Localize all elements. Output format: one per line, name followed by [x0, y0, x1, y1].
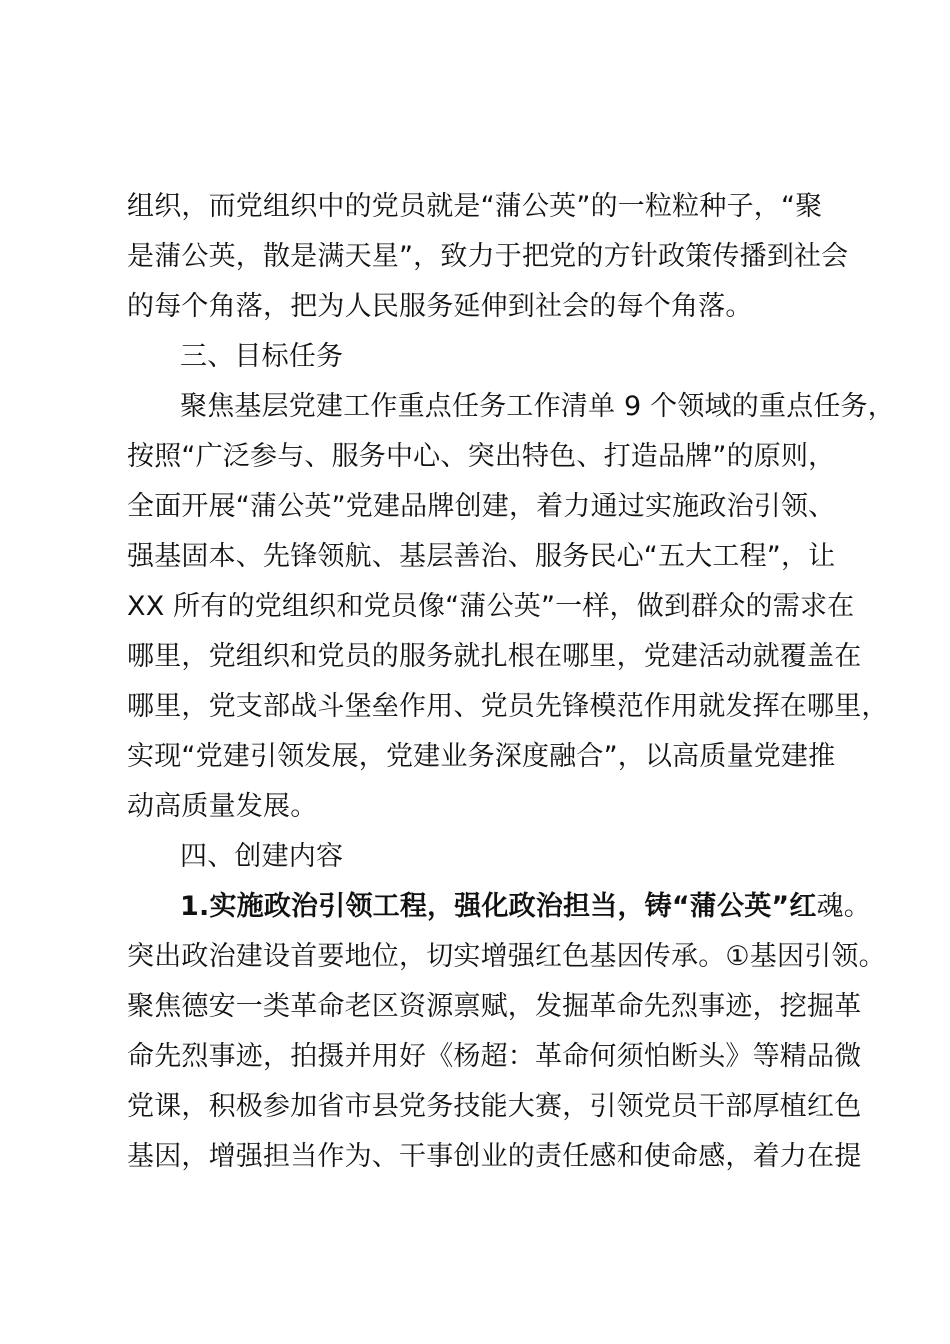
section-heading: 四、创建内容	[180, 841, 344, 872]
paragraph-line: 聚焦德安一类革命老区资源禀赋，发掘革命先烈事迹，挖掘革	[127, 991, 862, 1022]
subheading-bold-text: 1.实施政治引领工程，强化政治担当，铸“蒲公英”红	[180, 891, 817, 922]
paragraph-line: 聚焦基层党建工作重点任务工作清单 9 个领域的重点任务，	[180, 391, 895, 422]
paragraph-line: 党课，积极参加省市县党务技能大赛，引领党员干部厚植红色	[127, 1091, 862, 1122]
paragraph-line: 的每个角落，把为人民服务延伸到社会的每个角落。	[127, 291, 753, 322]
subheading-line	[180, 887, 870, 927]
paragraph-line: 强基固本、先锋领航、基层善治、服务民心“五大工程”，让	[127, 541, 836, 572]
paragraph-line: 按照“广泛参与、服务中心、突出特色、打造品牌”的原则，	[127, 441, 836, 472]
paragraph-line: 全面开展“蒲公英”党建品牌创建，着力通过实施政治引领、	[127, 491, 836, 522]
paragraph-line: 哪里，党支部战斗堡垒作用、党员先锋模范作用就发挥在哪里，	[127, 691, 889, 722]
paragraph-line: 哪里，党组织和党员的服务就扎根在哪里，党建活动就覆盖在	[127, 641, 862, 672]
paragraph-line: 动高质量发展。	[127, 791, 318, 822]
paragraph-line: 基因，增强担当作为、干事创业的责任感和使命感，着力在提	[127, 1141, 862, 1172]
paragraph-line: 组织，而党组织中的党员就是“蒲公英”的一粒粒种子，“聚	[127, 191, 823, 222]
paragraph-line: 命先烈事迹，拍摄并用好《杨超：革命何须怕断头》等精品微	[127, 1041, 862, 1072]
subheading-tail-text: 魂。	[816, 891, 871, 922]
paragraph-line: 实现“党建引领发展，党建业务深度融合”，以高质量党建推	[127, 741, 836, 772]
paragraph-line: 突出政治建设首要地位，切实增强红色基因传承。①基因引领。	[127, 941, 886, 972]
paragraph-line: XX 所有的党组织和党员像“蒲公英”一样，做到群众的需求在	[127, 591, 855, 622]
section-heading: 三、目标任务	[180, 341, 344, 372]
paragraph-line: 是蒲公英，散是满天星”，致力于把党的方针政策传播到社会	[127, 241, 849, 272]
